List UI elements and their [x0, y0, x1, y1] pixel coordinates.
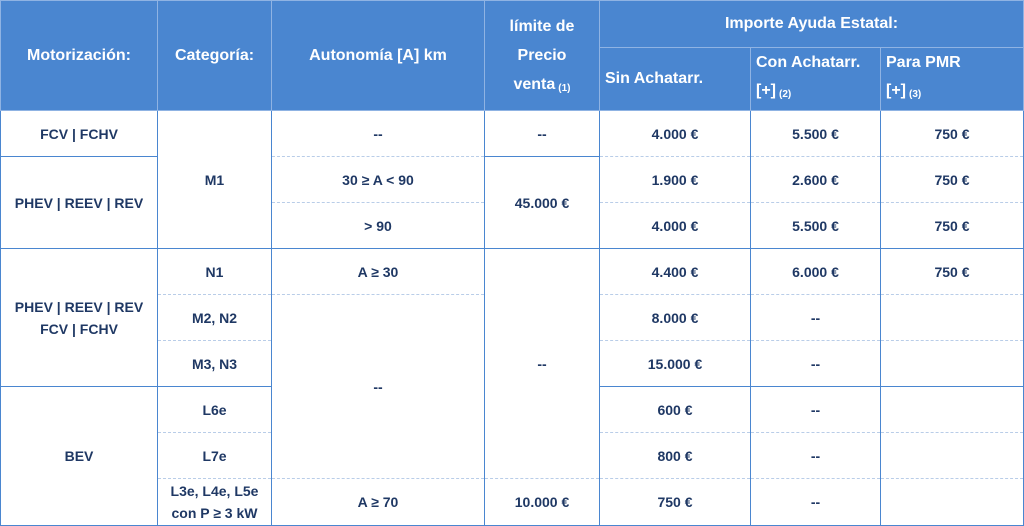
categoria-cell	[158, 479, 272, 526]
header-con-achatarr-note-wrap	[756, 77, 876, 109]
motorizacion-line1: PHEV | REEV | REV	[14, 298, 144, 315]
pmr-cell: 750 €	[881, 157, 1024, 203]
header-para-pmr-note-wrap	[886, 77, 1019, 109]
header-motorizacion: Motorización:	[1, 1, 158, 111]
pmr-cell: 750 €	[881, 203, 1024, 249]
table-row	[1, 111, 1024, 157]
motorizacion-cell: FCV | FCHV	[1, 111, 158, 157]
table-row	[1, 249, 1024, 295]
pmr-cell: 750 €	[881, 249, 1024, 295]
categoria-cell: M3, N3	[158, 341, 272, 387]
con-achatarr-cell: 5.500 €	[751, 203, 881, 249]
header-limite-precio	[485, 1, 600, 111]
sin-achatarr-cell: 4.000 €	[600, 203, 751, 249]
sin-achatarr-cell: 4.000 €	[600, 111, 751, 157]
categoria-cell: L6e	[158, 387, 272, 433]
header-categoria: Categoría:	[158, 1, 272, 111]
header-para-pmr-plus: [+]	[886, 82, 906, 99]
pmr-cell	[881, 341, 1024, 387]
con-achatarr-cell: --	[751, 479, 881, 526]
precio-cell: 45.000 €	[485, 157, 600, 249]
header-con-achatarr-plus: [+]	[756, 82, 776, 99]
autonomia-cell: A ≥ 30	[272, 249, 485, 295]
autonomia-cell: > 90	[272, 203, 485, 249]
pmr-cell: 750 €	[881, 111, 1024, 157]
header-limite-line2: Precio	[517, 47, 567, 64]
header-importe-ayuda: Importe Ayuda Estatal:	[600, 1, 1024, 48]
sin-achatarr-cell: 1.900 €	[600, 157, 751, 203]
autonomia-cell: --	[272, 295, 485, 479]
sin-achatarr-cell: 8.000 €	[600, 295, 751, 341]
con-achatarr-cell: 5.500 €	[751, 111, 881, 157]
sin-achatarr-cell: 600 €	[600, 387, 751, 433]
table-row	[1, 157, 1024, 203]
pmr-cell	[881, 295, 1024, 341]
categoria-cell: M2, N2	[158, 295, 272, 341]
header-para-pmr-note: (3)	[909, 89, 922, 100]
sin-achatarr-cell: 15.000 €	[600, 341, 751, 387]
con-achatarr-cell: --	[751, 387, 881, 433]
sin-achatarr-cell: 750 €	[600, 479, 751, 526]
sin-achatarr-cell: 800 €	[600, 433, 751, 479]
categoria-cell: M1	[158, 111, 272, 249]
categoria-cell: L7e	[158, 433, 272, 479]
pmr-cell	[881, 479, 1024, 526]
motorizacion-cell: BEV	[1, 387, 158, 526]
con-achatarr-cell: --	[751, 341, 881, 387]
autonomia-cell: 30 ≥ A < 90	[272, 157, 485, 203]
precio-cell: --	[485, 111, 600, 157]
header-limite-line3-wrap	[489, 70, 595, 103]
autonomia-cell: --	[272, 111, 485, 157]
precio-cell: --	[485, 249, 600, 479]
header-con-achatarr-note: (2)	[779, 89, 792, 100]
header-sin-achatarr: Sin Achatarr.	[600, 48, 751, 111]
con-achatarr-cell: 2.600 €	[751, 157, 881, 203]
header-con-achatarr	[751, 48, 881, 111]
motorizacion-cell	[1, 249, 158, 387]
autonomia-cell: A ≥ 70	[272, 479, 485, 526]
motorizacion-cell: PHEV | REEV | REV	[1, 157, 158, 249]
pmr-cell	[881, 433, 1024, 479]
con-achatarr-cell: --	[751, 295, 881, 341]
header-para-pmr	[881, 48, 1024, 111]
header-con-achatarr-label: Con Achatarr.	[756, 54, 861, 71]
pmr-cell	[881, 387, 1024, 433]
categoria-line1: L3e, L4e, L5e	[170, 483, 259, 499]
categoria-cell: N1	[158, 249, 272, 295]
categoria-line2: con P ≥ 3 kW	[171, 505, 258, 521]
header-limite-line1: límite de	[509, 18, 575, 35]
header-limite-line3: venta	[513, 76, 556, 93]
header-limite-note: (1)	[558, 83, 571, 94]
header-para-pmr-label: Para PMR	[886, 54, 961, 71]
header-autonomia: Autonomía [A] km	[272, 1, 485, 111]
precio-cell: 10.000 €	[485, 479, 600, 526]
sin-achatarr-cell: 4.400 €	[600, 249, 751, 295]
con-achatarr-cell: 6.000 €	[751, 249, 881, 295]
con-achatarr-cell: --	[751, 433, 881, 479]
motorizacion-line2: FCV | FCHV	[40, 320, 118, 337]
